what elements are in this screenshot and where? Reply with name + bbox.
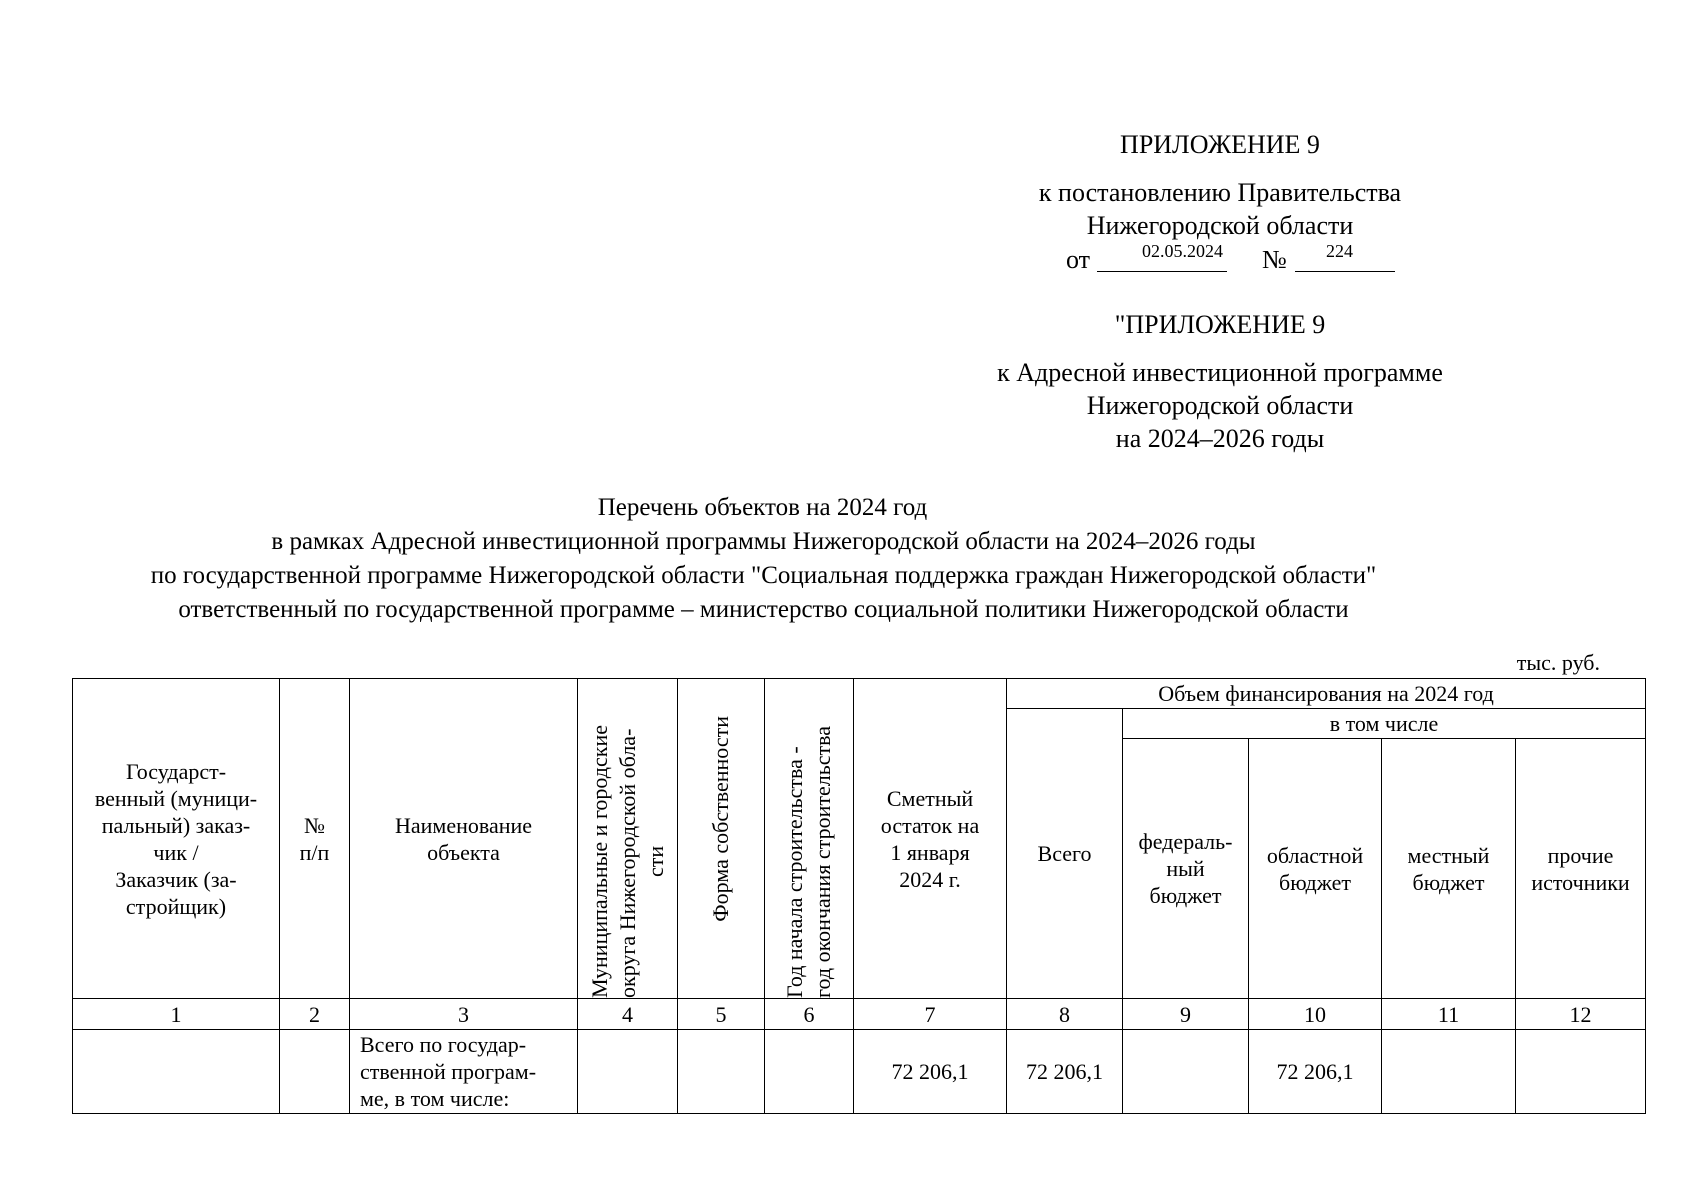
column-number: 3 bbox=[350, 999, 578, 1030]
units-label: тыс. руб. bbox=[1516, 650, 1600, 675]
cell-object-name: Всего по государ- ственной програм- ме, в том числе: bbox=[350, 1030, 578, 1114]
number-underline bbox=[1295, 271, 1395, 272]
approval-number-sign: № bbox=[1262, 245, 1287, 274]
header-regional-budget: областной бюджет bbox=[1249, 739, 1382, 999]
heading-line-4: ответственный по государственной программе – министерство социальной политики Нижегородской области bbox=[178, 596, 1349, 623]
approval-date: 02.05.2024 bbox=[1142, 241, 1223, 261]
header-other-sources: прочие источники bbox=[1516, 739, 1646, 999]
program-appendix-title: "ПРИЛОЖЕНИЕ 9 bbox=[1114, 310, 1326, 339]
column-number: 10 bbox=[1249, 999, 1382, 1030]
header-federal-budget: федераль- ный бюджет bbox=[1123, 739, 1249, 999]
column-number: 2 bbox=[280, 999, 350, 1030]
program-line-2: Нижегородской области bbox=[1086, 391, 1354, 420]
header-funding: Объем финансирования на 2024 год bbox=[1007, 679, 1646, 709]
program-line-1: к Адресной инвестиционной программе bbox=[997, 358, 1443, 387]
cell-ownership bbox=[678, 1030, 765, 1114]
column-number: 6 bbox=[765, 999, 854, 1030]
header-construction-years: Год начала строительства - год окончания строительства bbox=[765, 679, 854, 999]
approval-line-1: к постановлению Правительства bbox=[1038, 178, 1402, 207]
header-ownership: Форма собственности bbox=[678, 679, 765, 999]
column-number: 8 bbox=[1007, 999, 1123, 1030]
column-number: 11 bbox=[1382, 999, 1516, 1030]
cell-construction-years bbox=[765, 1030, 854, 1114]
header-object-name: Наименование объекта bbox=[350, 679, 578, 999]
header-local-budget: местный бюджет bbox=[1382, 739, 1516, 999]
cell-regional-budget: 72 206,1 bbox=[1249, 1030, 1382, 1114]
approval-line-2: Нижегородской области bbox=[1086, 211, 1354, 240]
cell-total: 72 206,1 bbox=[1007, 1030, 1123, 1114]
column-number: 5 bbox=[678, 999, 765, 1030]
column-number: 7 bbox=[854, 999, 1007, 1030]
column-number: 1 bbox=[73, 999, 280, 1030]
column-number: 9 bbox=[1123, 999, 1249, 1030]
header-number: № п/п bbox=[280, 679, 350, 999]
cell-municipality bbox=[578, 1030, 678, 1114]
objects-table bbox=[72, 678, 1646, 1114]
cell-local-budget bbox=[1382, 1030, 1516, 1114]
cell-number bbox=[280, 1030, 350, 1114]
heading-line-3: по государственной программе Нижегородской области "Социальная поддержка граждан Нижегородской области" bbox=[150, 562, 1377, 589]
cell-other-sources bbox=[1516, 1030, 1646, 1114]
date-underline bbox=[1097, 271, 1227, 272]
heading-line-2: в рамках Адресной инвестиционной программы Нижегородской области на 2024–2026 годы bbox=[271, 528, 1256, 555]
approval-from-label: от bbox=[1066, 245, 1091, 274]
header-including: в том числе bbox=[1123, 709, 1646, 739]
header-municipality: Муниципальные и городские округа Нижегородской обла- сти bbox=[578, 679, 678, 999]
column-number: 4 bbox=[578, 999, 678, 1030]
table-row bbox=[73, 1030, 1646, 1114]
header-customer: Государст- венный (муници- пальный) заказ- чик / Заказчик (за- стройщик) bbox=[73, 679, 280, 999]
header-estimated-balance: Сметный остаток на 1 января 2024 г. bbox=[854, 679, 1007, 999]
approval-number: 224 bbox=[1326, 241, 1353, 261]
program-line-3: на 2024–2026 годы bbox=[1115, 424, 1325, 453]
approval-appendix-title: ПРИЛОЖЕНИЕ 9 bbox=[1120, 130, 1320, 159]
heading-line-1: Перечень объектов на 2024 год bbox=[597, 494, 928, 521]
column-number: 12 bbox=[1516, 999, 1646, 1030]
cell-customer bbox=[73, 1030, 280, 1114]
header-total: Всего bbox=[1007, 709, 1123, 999]
cell-federal-budget bbox=[1123, 1030, 1249, 1114]
cell-estimated-balance: 72 206,1 bbox=[854, 1030, 1007, 1114]
